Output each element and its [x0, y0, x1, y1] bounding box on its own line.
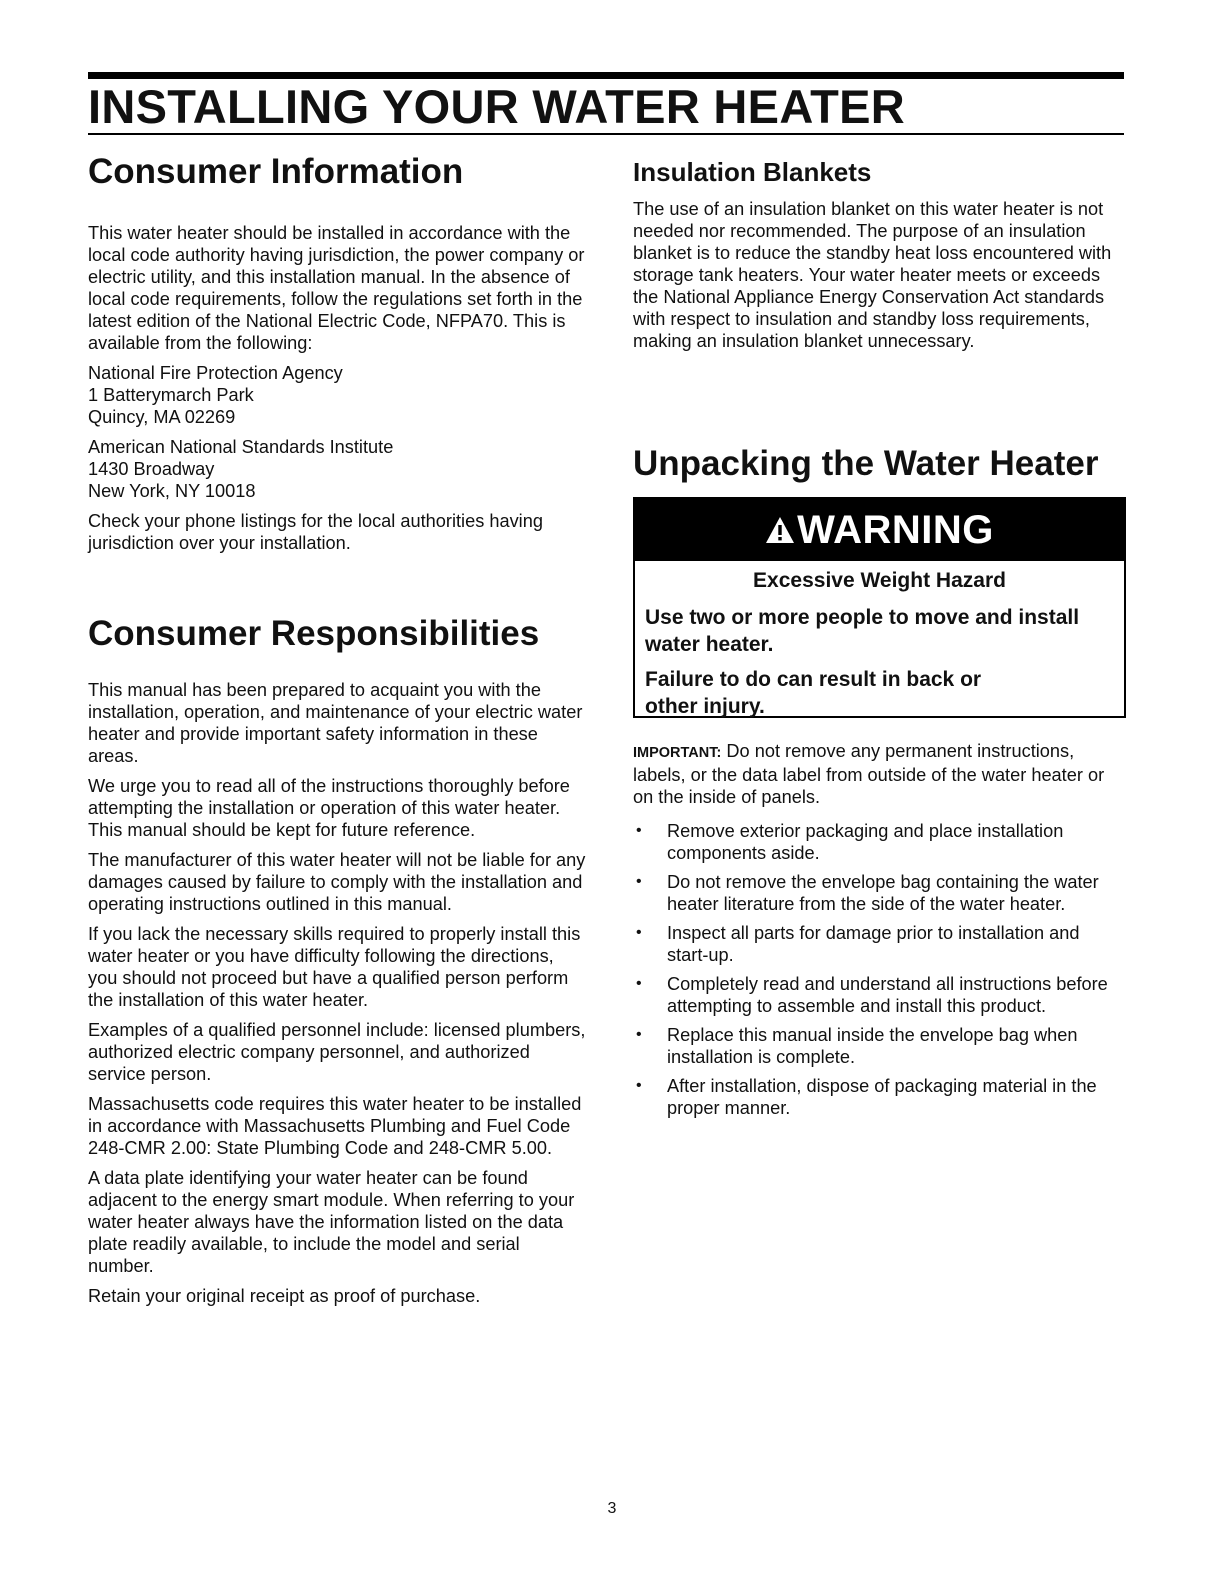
page-title: INSTALLING YOUR WATER HEATER	[88, 80, 905, 133]
title-rule	[88, 133, 1124, 135]
list-item: • Inspect all parts for damage prior to installation and start-up.	[633, 922, 1124, 966]
important-text: Do not remove any permanent instructions, labels, or the data label from outside of the water heater or on the inside of panels.	[633, 741, 1105, 807]
right-column	[633, 150, 1124, 483]
hazard-title: Excessive Weight Hazard	[753, 569, 1006, 592]
warning-banner	[635, 499, 1124, 561]
list-item: • Completely read and understand all instructions before attempting to assemble and install this product.	[633, 973, 1124, 1017]
top-rule	[88, 72, 1124, 79]
responsibility-paragraph: If you lack the necessary skills required to properly install this water heater or you have difficulty following the directions, you should not proceed but have a qualified person perform the installation of this water heater.	[88, 924, 581, 1010]
address-nfpa	[88, 362, 588, 428]
warning-consequence: Failure to do can result in back or other injury.	[645, 668, 982, 718]
consumer-information-closing: Check your phone listings for the local authorities having jurisdiction over your installation.	[88, 511, 543, 553]
address-line: 1430 Broadway	[88, 459, 215, 479]
unpacking-steps	[633, 820, 1124, 1119]
list-item: • Do not remove the envelope bag containing the water heater literature from the side of the water heater.	[633, 871, 1124, 915]
responsibility-paragraph: We urge you to read all of the instructions thoroughly before attempting the installation or operation of this water heater. This manual should be kept for future reference.	[88, 776, 570, 840]
list-item: • Remove exterior packaging and place installation components aside.	[633, 820, 1124, 864]
warning-label: WARNING	[797, 507, 994, 552]
unpacking-body	[633, 740, 1124, 1126]
insulation-blankets-heading: Insulation Blankets	[633, 157, 872, 187]
warning-instruction: Use two or more people to move and install water heater.	[645, 606, 1080, 656]
responsibility-paragraph: Examples of a qualified personnel include: licensed plumbers, authorized electric company personnel, and authorized service person.	[88, 1020, 586, 1084]
page-number: 3	[607, 1500, 617, 1517]
important-label: IMPORTANT:	[633, 745, 722, 761]
warning-triangle-icon	[765, 516, 795, 544]
address-ansi	[88, 436, 588, 502]
responsibility-paragraph: The manufacturer of this water heater will not be liable for any damages caused by failure to comply with the installation and operating instructions outlined in this manual.	[88, 850, 586, 914]
address-line: New York, NY 10018	[88, 481, 256, 501]
consumer-information-intro: This water heater should be installed in accordance with the local code authority having jurisdiction, the power company or electric utility, and this installation manual. In the absence of local code requirements, follow the regulations set forth in the latest edition of the National Electric Code, NFPA70. This is available from the following:	[88, 223, 585, 353]
address-line: 1 Batterymarch Park	[88, 385, 254, 405]
responsibility-paragraph: A data plate identifying your water heater can be found adjacent to the energy smart module. When referring to your water heater always have the information listed on the data plate readily available, to include the model and serial number.	[88, 1168, 575, 1276]
consumer-responsibilities-heading: Consumer Responsibilities	[88, 614, 540, 653]
warning-box	[633, 497, 1126, 718]
insulation-blankets-body: The use of an insulation blanket on this water heater is not needed nor recommended. The purpose of an insulation blanket is to reduce the standby heat loss encountered with storage tank heaters. Your water heater meets or exceeds the National Appliance Energy Conservation Act standards with respect to insulation and standby loss requirements, making an insulation blanket unnecessary.	[633, 199, 1112, 351]
list-item: • Replace this manual inside the envelope bag when installation is complete.	[633, 1024, 1124, 1068]
important-note	[633, 740, 1124, 808]
left-column	[88, 150, 588, 1307]
list-item: • After installation, dispose of packaging material in the proper manner.	[633, 1075, 1124, 1119]
responsibility-paragraph: Massachusetts code requires this water heater to be installed in accordance with Massachusetts Plumbing and Fuel Code 248-CMR 2.00: State Plumbing Code and 248-CMR 5.00.	[88, 1094, 582, 1158]
responsibility-paragraph: This manual has been prepared to acquaint you with the installation, operation, and maintenance of your electric water heater and provide important safety information in these areas.	[88, 680, 583, 766]
address-line: National Fire Protection Agency	[88, 363, 343, 383]
unpacking-heading: Unpacking the Water Heater	[633, 444, 1099, 483]
consumer-information-heading: Consumer Information	[88, 152, 464, 191]
address-line: American National Standards Institute	[88, 437, 394, 457]
address-line: Quincy, MA 02269	[88, 407, 236, 427]
responsibility-paragraph: Retain your original receipt as proof of purchase.	[88, 1286, 481, 1306]
